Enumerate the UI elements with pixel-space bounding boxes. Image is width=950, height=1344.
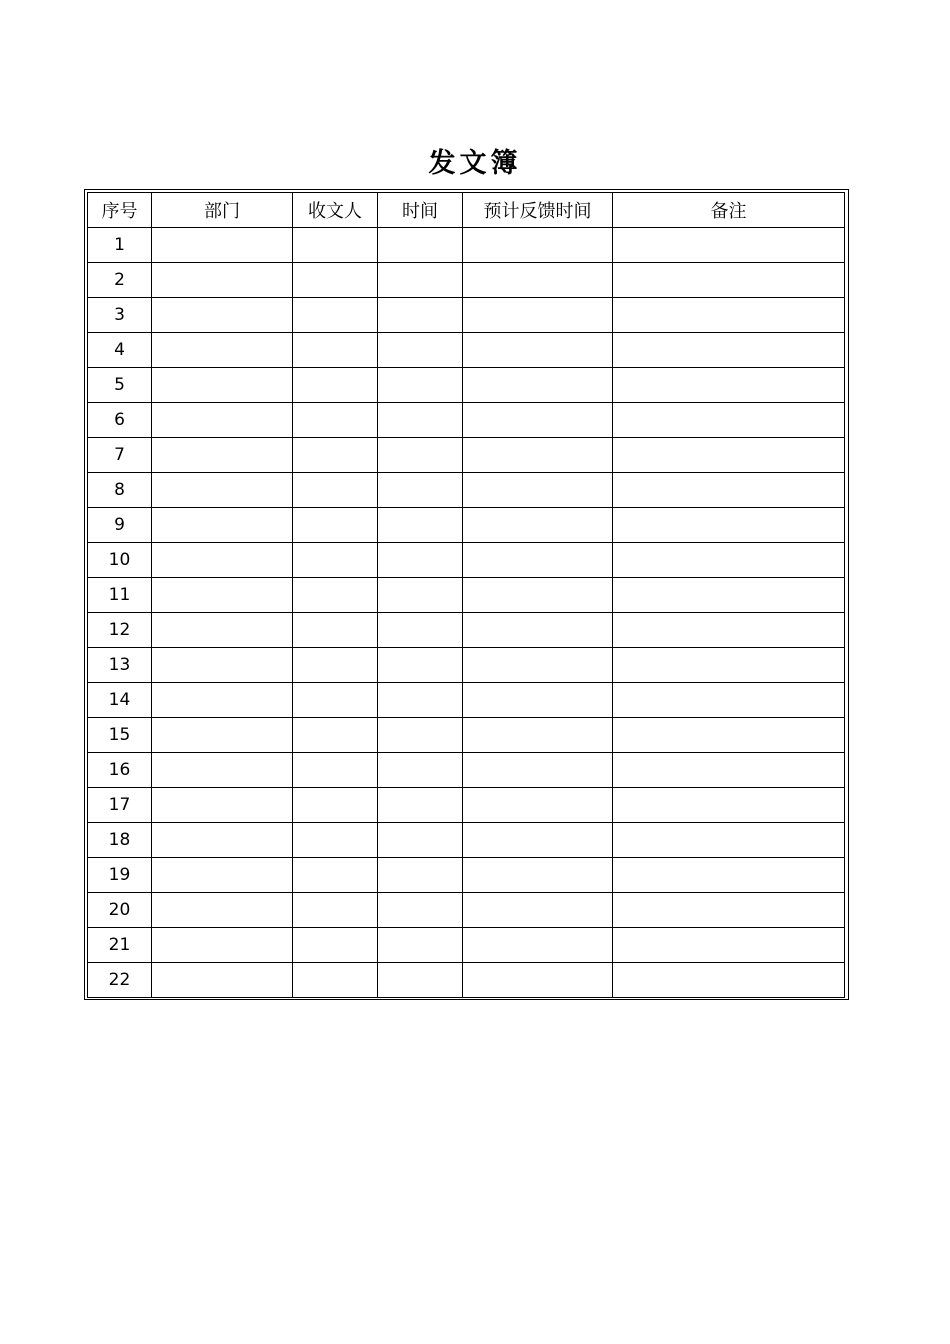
table-row <box>88 298 845 333</box>
cell-expected-feedback-time <box>463 368 613 403</box>
table-row <box>88 613 845 648</box>
cell-remarks <box>613 543 845 578</box>
table-body <box>88 228 845 998</box>
cell-time <box>378 298 463 333</box>
cell-recipient <box>293 333 378 368</box>
cell-serial-number: 22 <box>88 963 152 998</box>
cell-expected-feedback-time <box>463 473 613 508</box>
cell-department <box>152 648 293 683</box>
cell-recipient <box>293 543 378 578</box>
cell-recipient <box>293 753 378 788</box>
cell-serial-number: 12 <box>88 613 152 648</box>
column-header-recipient: 收文人 <box>293 193 378 228</box>
cell-time <box>378 438 463 473</box>
cell-remarks <box>613 648 845 683</box>
cell-serial-number: 16 <box>88 753 152 788</box>
table-row <box>88 753 845 788</box>
cell-recipient <box>293 298 378 333</box>
cell-recipient <box>293 228 378 263</box>
cell-serial-number: 7 <box>88 438 152 473</box>
cell-time <box>378 508 463 543</box>
cell-expected-feedback-time <box>463 298 613 333</box>
cell-time <box>378 228 463 263</box>
column-header-serial-number: 序号 <box>88 193 152 228</box>
cell-department <box>152 263 293 298</box>
column-header-department: 部门 <box>152 193 293 228</box>
cell-time <box>378 333 463 368</box>
cell-remarks <box>613 508 845 543</box>
cell-remarks <box>613 823 845 858</box>
cell-time <box>378 648 463 683</box>
cell-serial-number: 6 <box>88 403 152 438</box>
cell-time <box>378 683 463 718</box>
cell-serial-number: 3 <box>88 298 152 333</box>
cell-recipient <box>293 823 378 858</box>
table-row <box>88 473 845 508</box>
cell-recipient <box>293 403 378 438</box>
table-row <box>88 648 845 683</box>
table-row <box>88 368 845 403</box>
cell-department <box>152 438 293 473</box>
cell-remarks <box>613 613 845 648</box>
cell-expected-feedback-time <box>463 543 613 578</box>
cell-remarks <box>613 718 845 753</box>
cell-department <box>152 928 293 963</box>
table-row <box>88 823 845 858</box>
cell-remarks <box>613 298 845 333</box>
cell-remarks <box>613 263 845 298</box>
cell-recipient <box>293 508 378 543</box>
cell-serial-number: 1 <box>88 228 152 263</box>
column-header-expected-feedback-time: 预计反馈时间 <box>463 193 613 228</box>
cell-recipient <box>293 683 378 718</box>
table-row <box>88 928 845 963</box>
cell-department <box>152 508 293 543</box>
register-table <box>87 192 845 998</box>
cell-department <box>152 788 293 823</box>
cell-department <box>152 333 293 368</box>
cell-remarks <box>613 683 845 718</box>
table-row <box>88 228 845 263</box>
cell-serial-number: 9 <box>88 508 152 543</box>
cell-serial-number: 18 <box>88 823 152 858</box>
cell-expected-feedback-time <box>463 893 613 928</box>
table-row <box>88 403 845 438</box>
table-row <box>88 788 845 823</box>
cell-time <box>378 788 463 823</box>
table-row <box>88 578 845 613</box>
cell-department <box>152 368 293 403</box>
table-row <box>88 858 845 893</box>
cell-time <box>378 543 463 578</box>
cell-expected-feedback-time <box>463 228 613 263</box>
cell-department <box>152 683 293 718</box>
cell-time <box>378 578 463 613</box>
cell-department <box>152 228 293 263</box>
cell-serial-number: 14 <box>88 683 152 718</box>
cell-serial-number: 19 <box>88 858 152 893</box>
cell-remarks <box>613 753 845 788</box>
column-header-time: 时间 <box>378 193 463 228</box>
cell-department <box>152 718 293 753</box>
cell-remarks <box>613 403 845 438</box>
cell-time <box>378 823 463 858</box>
table-row <box>88 508 845 543</box>
cell-department <box>152 403 293 438</box>
cell-recipient <box>293 718 378 753</box>
cell-department <box>152 753 293 788</box>
cell-department <box>152 963 293 998</box>
cell-expected-feedback-time <box>463 683 613 718</box>
cell-department <box>152 613 293 648</box>
cell-time <box>378 718 463 753</box>
cell-time <box>378 963 463 998</box>
cell-recipient <box>293 263 378 298</box>
cell-remarks <box>613 788 845 823</box>
cell-time <box>378 928 463 963</box>
cell-serial-number: 21 <box>88 928 152 963</box>
column-header-remarks: 备注 <box>613 193 845 228</box>
cell-remarks <box>613 578 845 613</box>
cell-department <box>152 858 293 893</box>
cell-expected-feedback-time <box>463 823 613 858</box>
cell-remarks <box>613 228 845 263</box>
cell-expected-feedback-time <box>463 403 613 438</box>
cell-serial-number: 5 <box>88 368 152 403</box>
cell-department <box>152 543 293 578</box>
cell-department <box>152 578 293 613</box>
cell-recipient <box>293 963 378 998</box>
cell-department <box>152 893 293 928</box>
cell-recipient <box>293 438 378 473</box>
cell-expected-feedback-time <box>463 263 613 298</box>
cell-remarks <box>613 893 845 928</box>
cell-recipient <box>293 368 378 403</box>
table-header-row <box>88 193 845 228</box>
cell-remarks <box>613 928 845 963</box>
table-row <box>88 333 845 368</box>
cell-time <box>378 613 463 648</box>
cell-department <box>152 298 293 333</box>
register-table-frame <box>84 189 849 1000</box>
cell-expected-feedback-time <box>463 928 613 963</box>
cell-serial-number: 2 <box>88 263 152 298</box>
table-row <box>88 683 845 718</box>
cell-recipient <box>293 788 378 823</box>
cell-recipient <box>293 648 378 683</box>
cell-recipient <box>293 893 378 928</box>
cell-serial-number: 4 <box>88 333 152 368</box>
table-row <box>88 718 845 753</box>
cell-remarks <box>613 473 845 508</box>
cell-expected-feedback-time <box>463 858 613 893</box>
cell-expected-feedback-time <box>463 648 613 683</box>
cell-time <box>378 893 463 928</box>
cell-time <box>378 368 463 403</box>
table-row <box>88 543 845 578</box>
cell-expected-feedback-time <box>463 578 613 613</box>
cell-recipient <box>293 473 378 508</box>
cell-remarks <box>613 963 845 998</box>
cell-recipient <box>293 578 378 613</box>
cell-expected-feedback-time <box>463 508 613 543</box>
cell-serial-number: 15 <box>88 718 152 753</box>
cell-remarks <box>613 438 845 473</box>
table-row <box>88 963 845 998</box>
cell-recipient <box>293 928 378 963</box>
cell-serial-number: 13 <box>88 648 152 683</box>
cell-serial-number: 20 <box>88 893 152 928</box>
cell-time <box>378 403 463 438</box>
cell-time <box>378 753 463 788</box>
cell-recipient <box>293 858 378 893</box>
cell-department <box>152 473 293 508</box>
cell-expected-feedback-time <box>463 788 613 823</box>
cell-recipient <box>293 613 378 648</box>
cell-expected-feedback-time <box>463 718 613 753</box>
cell-remarks <box>613 858 845 893</box>
cell-expected-feedback-time <box>463 963 613 998</box>
cell-serial-number: 10 <box>88 543 152 578</box>
cell-expected-feedback-time <box>463 438 613 473</box>
cell-time <box>378 263 463 298</box>
cell-serial-number: 8 <box>88 473 152 508</box>
cell-department <box>152 823 293 858</box>
table-row <box>88 438 845 473</box>
cell-serial-number: 11 <box>88 578 152 613</box>
table-row <box>88 893 845 928</box>
cell-expected-feedback-time <box>463 333 613 368</box>
cell-serial-number: 17 <box>88 788 152 823</box>
cell-remarks <box>613 368 845 403</box>
cell-time <box>378 858 463 893</box>
cell-expected-feedback-time <box>463 753 613 788</box>
page-title: 发文簿 <box>428 148 522 179</box>
cell-remarks <box>613 333 845 368</box>
cell-time <box>378 473 463 508</box>
table-row <box>88 263 845 298</box>
cell-expected-feedback-time <box>463 613 613 648</box>
